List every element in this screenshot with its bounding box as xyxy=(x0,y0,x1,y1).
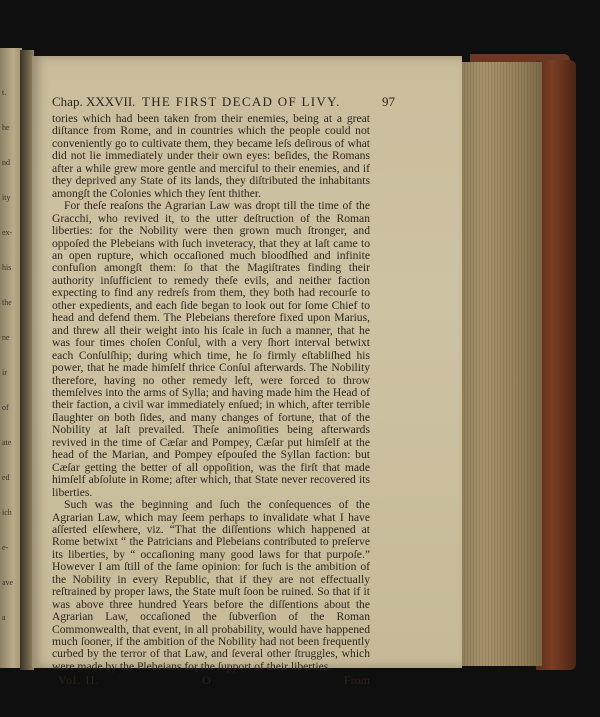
catchword: From xyxy=(343,673,370,688)
paragraph: tories which had been taken from their enemies, being at a great diſtance from Rome, and in countries which the people could not conveniently go to cultivate them, they became leſs deſirous of what did not lie immediately under their own eyes: beſides, the Romans after a while grew more gentle and merciful to their enemies, and if they deprived any State of its lands, they diſtributed the inhabitants amongſt the Colonies which they ſent thither. xyxy=(52,112,370,200)
paragraph: For theſe reaſons the Agrarian Law was dropt till the time of the Gracchi, who revived it, to the utter deſtruction of the Roman liberties: for the Nobility were then grown much ſtronger, and oppoſed the Plebeians with ſuch inveteracy, that they at laſt came to an open rupture, which occaſioned much bloodſhed and infinite confuſion amongſt them: ſo that the Magiſtrates finding their authority inſufficient to remedy theſe evils, and neither faction expecting to find any redreſs from them, they both had recourſe to other expedients, and each ſide began to look out for ſome Chief to head and defend them. The Plebeians therefore fixed upon Marius, and threw all their weight into his ſcale in ſuch a manner, that he was four times choſen Conſul, with a very ſhort interval betwixt each Conſulſhip; during which time, he ſo firmly eſtabliſhed his power, that he made himſelf thrice Conſul afterwards. The Nobility therefore, having no other remedy left, were forced to throw themſelves into the arms of Sylla; and having made him the Head of their faction, a civil war immediately enſued; in which, after terrible ſlaughter on both ſides, and many changes of fortune, that of the Nobility at laſt prevailed. Theſe animoſities being afterwards revived in the time of Cæſar and Pompey, Cæſar put himſelf at the head of the Marian, and Pompey eſpouſed the Syllan faction: but Cæſar getting the better of all oppoſition, was the firſt that made himſelf abſolute in Rome; after which, that State never recovered its liberties. xyxy=(52,199,370,499)
facing-page-edge xyxy=(0,48,22,668)
facing-page-fragment: ich xyxy=(2,508,12,517)
facing-page-fragment: ed xyxy=(2,473,10,482)
facing-page-fragment: ir xyxy=(2,368,7,377)
facing-page-fragment: e- xyxy=(2,543,9,552)
facing-page-fragment: his xyxy=(2,263,12,272)
facing-page-fragment: ity xyxy=(2,193,11,202)
signature-mark: O xyxy=(202,673,211,688)
facing-page-fragment: t. xyxy=(2,88,7,97)
facing-page-fragment: ate xyxy=(2,438,12,447)
running-header xyxy=(52,94,395,112)
page-footer xyxy=(52,674,370,688)
facing-page-fragment: a xyxy=(2,613,6,622)
paragraph: Such was the beginning and ſuch the conſequences of the Agrarian Law, which may ſeem perhaps to invalidate what I have aſſerted elſewhere, viz. “That the diſſentions which happened at Rome betwixt “ the Patricians and Plebeians contributed to preſerve its liberties, by “ occaſioning many good laws for that purpoſe.” However I am ſtill of the ſame opinion: for ſuch is the ambition of the Nobility in every Republic, that if they are not effectually reſtrained by proper laws, the State muſt ſoon be ruined. So that if it was above three hundred Years before the diſſentions about the Agrarian Law, occaſioned the ſubverſion of the Roman Commonwealth, that event, in all probability, would have happened much ſooner, if the ambition of the Nobility had not been frequently curbed by the terror of that Law, and ſeveral other ſtruggles, which were made by the Plebeians for the ſupport of their liberties. xyxy=(52,498,370,673)
text-block xyxy=(52,94,395,688)
running-title: THE FIRST DECAD OF LIVY. xyxy=(142,94,341,109)
chapter-label: Chap. XXXVII. xyxy=(52,94,136,109)
facing-page-fragment: the xyxy=(2,298,12,307)
volume-label: Vol. II. xyxy=(58,673,100,688)
facing-page-fragment: ex- xyxy=(2,228,13,237)
facing-page-fragment: of xyxy=(2,403,9,412)
facing-page-fragment: ne xyxy=(2,333,10,342)
page-number: 97 xyxy=(382,94,395,109)
facing-page-fragment: nd xyxy=(2,158,10,167)
page-edges xyxy=(458,62,542,666)
facing-page-fragment: ave xyxy=(2,578,14,587)
facing-page-fragment: he xyxy=(2,123,10,132)
book-cover-board xyxy=(536,60,576,670)
